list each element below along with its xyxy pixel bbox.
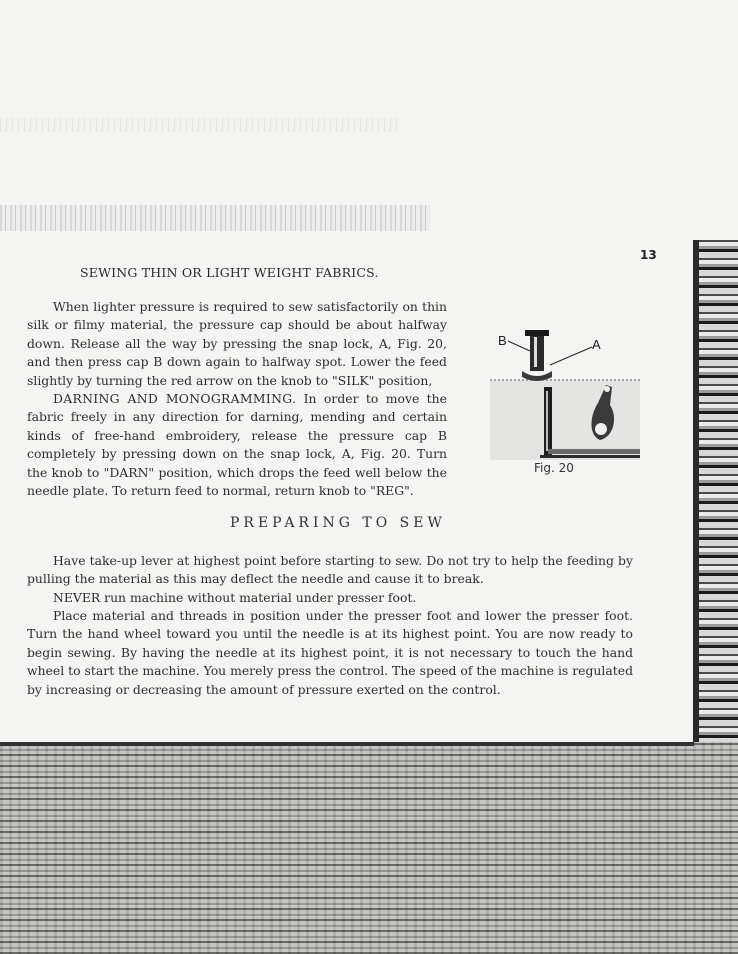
thin-fabrics-text: When lighter pressure is required to sew satisfactorily on thin silk or filmy material, the pressure cap should be about halfway down. Release all the way by pressing the snap lock, A, Fig. 20, and then press cap B down again to halfway spot. Lower the feed slightly by turning the red arrow on the knob to "SILK" position, [27,299,447,388]
paragraph-preparing-2 [27,589,633,607]
preparing-text-3: Place material and threads in position under the presser foot and lower the presser foot. Turn the hand wheel toward you until the needle is at its highest point. You are now ready to begin sewing. By having the needle at its highest point, it is not necessary to touch the hand wheel to start the machine. You merely press the control. The speed of the machine is regulated by increasing or decreasing the amount of pressure exerted on the control. [27,608,633,697]
darning-text: In order to move the fabric freely in any direction for darning, mending and certain kinds of free-hand embroidery, release the pressure cap B completely by pressing down on the snap lock, A, Fig. 20. Turn the knob to "DARN" position, which drops the feed well below the needle plate. To return feed to normal, return knob to "REG". [27,391,447,499]
preparing-text-1: Have take-up lever at highest point before starting to sew. Do not try to help the feeding by pulling the material as this may deflect the needle and cause it to break. [27,553,633,587]
presser-cap-illustration [480,325,645,480]
label-b: B [498,333,507,348]
scan-artifact-band [0,205,430,231]
heading-darning: DARNING AND MONOGRAMMING. [53,391,297,407]
page-number: 13 [640,248,657,262]
scan-artifact-top [0,118,400,132]
preparing-text-2: NEVER run machine without material under presser foot. [53,590,417,605]
section-title-preparing: PREPARING TO SEW [230,515,446,531]
label-a: A [592,337,601,352]
figure-20 [480,325,645,480]
heading-thin-fabrics: SEWING THIN OR LIGHT WEIGHT FABRICS. [80,265,379,280]
paragraph-thin-fabrics [27,298,447,500]
paragraph-preparing-1 [27,552,633,589]
figure-caption: Fig. 20 [534,461,574,475]
scan-artifact-bottom [0,742,738,954]
paragraph-preparing-3 [27,607,633,699]
page-edge [0,742,694,746]
